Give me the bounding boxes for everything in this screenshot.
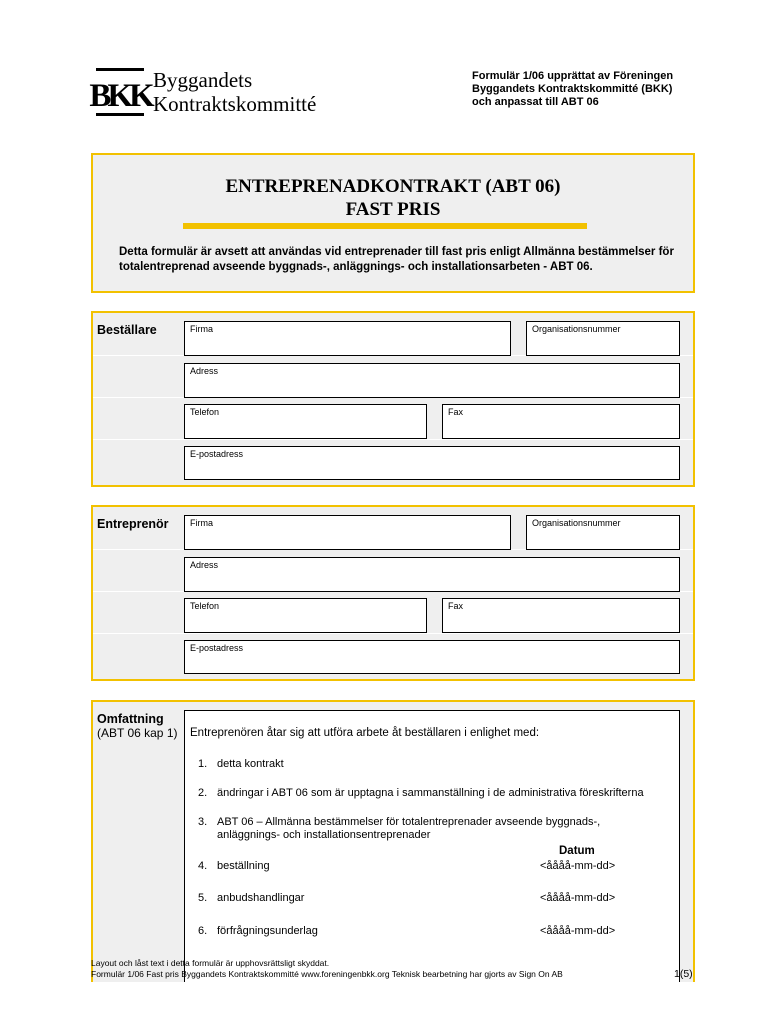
form-description [119,245,679,275]
svg-text:BKK: BKK [89,78,151,114]
field-label: Firma [190,324,213,334]
item-number: 1. [198,758,208,770]
field-label: E-postadress [190,449,244,459]
datum-header: Datum [559,845,595,857]
bestallare-firma-field[interactable] [184,321,511,356]
entreprenor-section [91,505,695,681]
date-field-anbudshandlingar[interactable]: <åååå-mm-dd> [540,892,616,904]
item-number: 4. [198,860,208,872]
bestallare-orgnr-field[interactable] [526,321,680,356]
document-title [93,175,693,221]
date-field-bestallning[interactable]: <åååå-mm-dd> [540,860,616,872]
entreprenor-telefon-field[interactable] [184,598,427,633]
bkk-logo-icon [89,68,151,116]
item-text: anbudshandlingar [217,892,305,904]
omfattning-content [184,710,680,982]
row-divider [93,439,693,440]
footer-info: Formulär 1/06 Fast pris Byggandets Kontraktskommitté www.foreningenbkk.org Teknisk bearbetning har gjorts av Sign On AB [91,969,563,979]
item-text: detta kontrakt [217,758,284,770]
field-label: Fax [448,601,464,611]
item-text: ändringar i ABT 06 som är upptagna i sammanställning i de administrativa föreskrifterna [217,787,644,799]
date-field-forfragningsunderlag[interactable]: <åååå-mm-dd> [540,925,616,937]
field-label: Adress [190,366,219,376]
entreprenor-firma-field[interactable] [184,515,511,550]
item-text-line1: ABT 06 – Allmänna bestämmelser för totalentreprenader avseende byggnads-, [217,816,601,828]
item-text [217,816,657,842]
item-number: 6. [198,925,208,937]
omfattning-label: Omfattning [97,712,164,726]
title-underline [183,223,587,229]
org-name-line2: Kontraktskommitté [153,92,317,116]
item-number: 5. [198,892,208,904]
bestallare-section [91,311,695,487]
page-number: 1(5) [674,968,693,980]
bestallare-telefon-field[interactable] [184,404,427,439]
note-line2: Byggandets Kontraktskommitté (BKK) [472,83,673,95]
entreprenor-adress-field[interactable] [184,557,680,592]
description-line1: Detta formulär är avsett att användas vid entreprenader till fast pris enligt Allmänna bestämmelser för [119,246,674,258]
field-label: Organisationsnummer [532,518,621,528]
field-label: Firma [190,518,213,528]
row-divider [93,633,693,634]
note-line3: och anpassat till ABT 06 [472,96,599,108]
org-name-line1: Byggandets [153,68,253,92]
item-text: förfrågningsunderlag [217,925,318,937]
field-label: Fax [448,407,464,417]
entreprenor-epost-field[interactable] [184,640,680,674]
item-number: 2. [198,787,208,799]
organization-name [153,68,316,116]
title-line2: FAST PRIS [345,199,441,220]
omfattning-intro: Entreprenören åtar sig att utföra arbete åt beställaren i enlighet med: [190,727,540,739]
entreprenor-fax-field[interactable] [442,598,680,633]
entreprenor-orgnr-field[interactable] [526,515,680,550]
bestallare-adress-field[interactable] [184,363,680,398]
title-line1: ENTREPRENADKONTRAKT (ABT 06) [225,176,561,197]
field-label: Organisationsnummer [532,324,621,334]
omfattning-section [91,700,695,982]
item-number: 3. [198,816,208,828]
omfattning-reference: (ABT 06 kap 1) [97,726,178,740]
field-label: Telefon [190,407,220,417]
note-line1: Formulär 1/06 upprättat av Föreningen [472,70,674,82]
title-panel [91,153,695,293]
bestallare-fax-field[interactable] [442,404,680,439]
item-text: beställning [217,860,270,872]
copyright-notice: Layout och låst text i detta formulär är upphovsrättsligt skyddat. [91,958,330,968]
bestallare-label: Beställare [97,323,157,337]
field-label: E-postadress [190,643,244,653]
item-text-line2: anläggnings- och installationsentreprenader [217,829,431,841]
bestallare-epost-field[interactable] [184,446,680,480]
field-label: Telefon [190,601,220,611]
field-label: Adress [190,560,219,570]
entreprenor-label: Entreprenör [97,517,169,531]
description-line2: totalentreprenad avseende byggnads-, anläggnings- och installationsarbeten - ABT 06. [119,261,593,273]
form-origin-note [472,70,673,109]
